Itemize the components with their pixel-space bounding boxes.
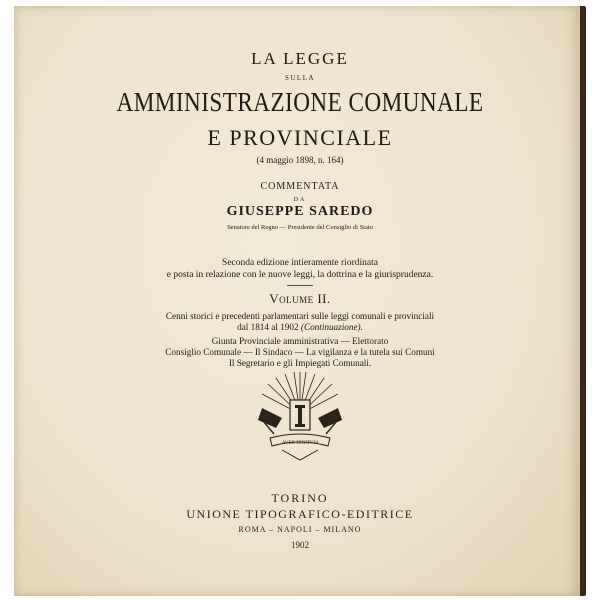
edition-line-2: e posta in relazione con le nuove leggi, la dottrina e la giurisprudenza. <box>166 270 434 280</box>
contents-line-4: Consiglio Comunale — Il Sindaco — La vigilanza e la tutela sui Comuni <box>165 347 435 357</box>
commentata-label: COMMENTATA <box>260 181 340 192</box>
contents-line-2 <box>0 322 600 332</box>
title-subtitle: E PROVINCIALE <box>207 125 393 150</box>
title-la-legge: LA LEGGE <box>251 49 349 68</box>
imprint-publisher: UNIONE TIPOGRAFICO-EDITRICE <box>186 507 414 521</box>
imprint-city: TORINO <box>271 491 329 505</box>
contents-line-3: Giunta Provinciale amministrativa — Elettorato <box>211 336 389 346</box>
contents-line-2-italic: (Continuazione). <box>300 322 363 332</box>
title-main: AMMINISTRAZIONE COMUNALE <box>116 87 484 117</box>
divider-rule <box>287 285 313 286</box>
publisher-emblem-icon <box>252 372 348 464</box>
edition-line-1: Seconda edizione intieramente riordinata <box>222 258 378 268</box>
contents-line-2-main: dal 1814 al 1902 <box>237 322 301 332</box>
volume-label: Volume II. <box>269 291 331 306</box>
title-sulla: SULLA <box>284 74 316 82</box>
imprint-cities: ROMA – NAPOLI – MILANO <box>238 525 362 534</box>
author-role: Senatore del Regno — Presidente del Consiglio di Stato <box>227 224 373 231</box>
imprint-year: 1902 <box>291 540 309 550</box>
da-label: DA <box>293 197 307 203</box>
contents-line-1: Cenni storici e precedenti parlamentari sulle leggi comunali e provinciali <box>165 311 435 321</box>
contents-line-5: Il Segretario e gli Impiegati Comunali. <box>228 358 372 368</box>
emblem-motto: AVEX DIGITVM <box>281 441 319 446</box>
author-name: GIUSEPPE SAREDO <box>226 204 374 219</box>
law-date: (4 maggio 1898, n. 164) <box>256 155 344 165</box>
